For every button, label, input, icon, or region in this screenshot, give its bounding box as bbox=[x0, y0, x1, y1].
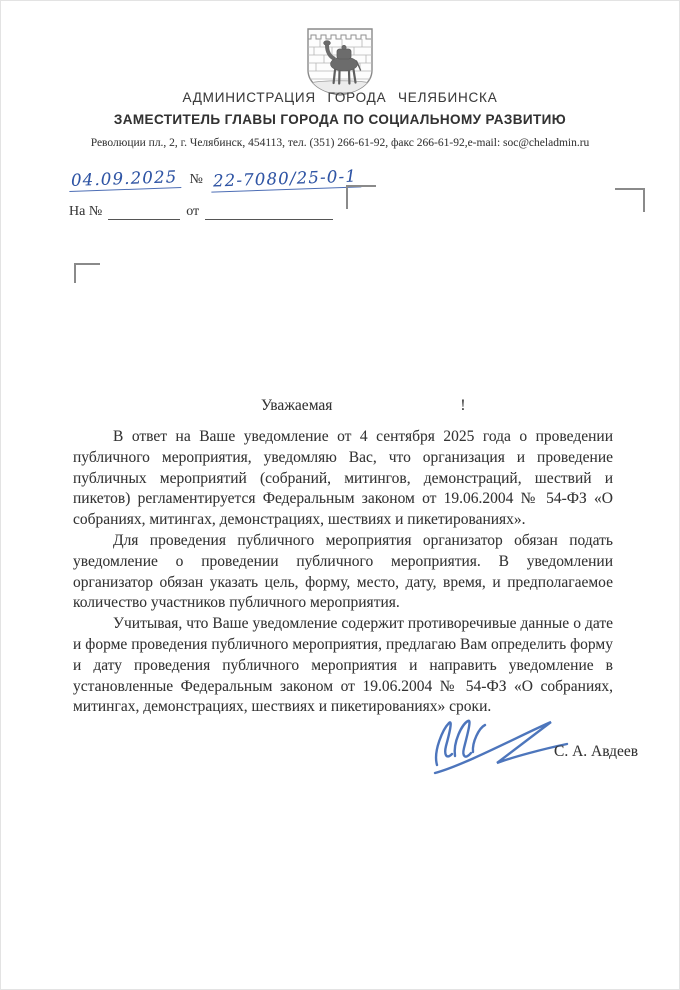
reply-from-label: от bbox=[186, 204, 200, 219]
body-paragraph: В ответ на Ваше уведомление от 4 сентября 2025 года о проведении публичного мероприятия, уведомляю Вас, что организация и проведение публичных мероприятий (собраний, митингов, демонстраций, шествий и пикетов) регламентируется Федеральным законом от 19.06.2004 № 54-ФЗ «О собраниях, митингах, демонстрациях, шествиях и пикетированиях». bbox=[73, 428, 613, 529]
salutation-greeting: Уважаемая bbox=[261, 397, 333, 414]
reply-date-blank bbox=[205, 206, 333, 220]
reply-number-blank bbox=[108, 206, 180, 220]
signer-name: С. А. Авдеев bbox=[554, 743, 639, 760]
number-sign: № bbox=[189, 172, 203, 187]
body-paragraph: Учитывая, что Ваше уведомление содержит противоречивые данные о дате и форме проведения публичного мероприятия, предлагаю Вам определить форму и дату проведения публичного мероприятия и направить уведомление в установленные Федеральным законом от 19.06.2004 № 54-ФЗ «О собраниях, митингах, демонстрациях, шествиях и пикетированиях» сроки. bbox=[73, 615, 613, 716]
address-corner-mark-right bbox=[615, 188, 645, 212]
signature-ink-icon bbox=[413, 703, 573, 793]
signature-block bbox=[1, 699, 679, 809]
contact-line: Революции пл., 2, г. Челябинск, 454113, тел. (351) 266-61-92, факс 266-61-92,e-mail: soc@cheladmin.ru bbox=[90, 137, 590, 149]
reply-to-label: На № bbox=[69, 204, 103, 219]
outgoing-number-handwritten: 22-7080/25-0-1 bbox=[211, 166, 362, 192]
body-paragraph: Для проведения публичного мероприятия организатор обязан подать уведомление о проведении публичного мероприятия. В уведомлении организатор обязан указать цель, форму, место, дату, время, и предполагаемое количество участников публичного мероприятия. bbox=[73, 531, 613, 612]
letter-body bbox=[73, 397, 613, 718]
margin-corner-mark bbox=[74, 263, 100, 283]
reference-block bbox=[69, 166, 361, 220]
outgoing-date-handwritten: 04.09.2025 bbox=[69, 167, 182, 192]
coat-of-arms-icon bbox=[302, 26, 378, 98]
office-title: ЗАМЕСТИТЕЛЬ ГЛАВЫ ГОРОДА ПО СОЦИАЛЬНОМУ РАЗВИТИЮ bbox=[113, 112, 567, 127]
salutation-line bbox=[73, 397, 613, 415]
organization-name: АДМИНИСТРАЦИЯ ГОРОДА ЧЕЛЯБИНСКА bbox=[182, 90, 498, 105]
address-corner-mark-left bbox=[346, 185, 376, 209]
salutation-punctuation: ! bbox=[460, 397, 466, 414]
